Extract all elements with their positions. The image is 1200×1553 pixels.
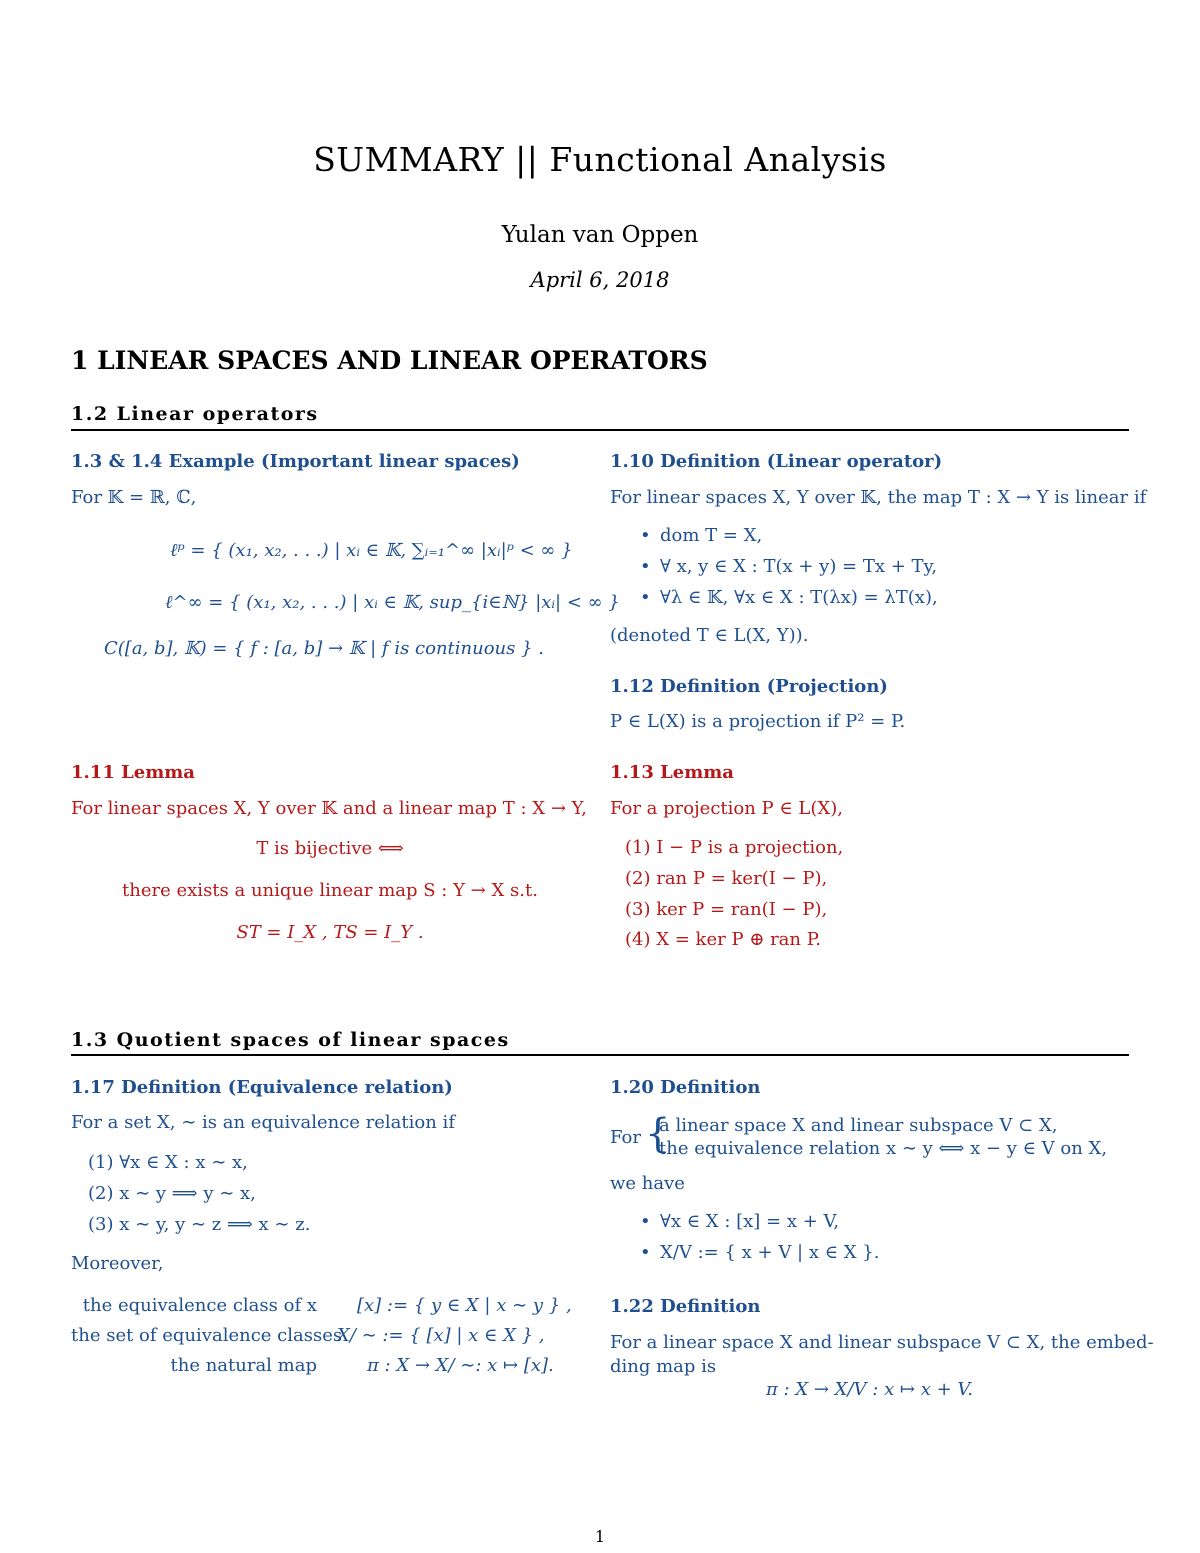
moreover-text: Moreover,: [71, 1253, 164, 1274]
section-rule: [71, 1054, 1129, 1056]
lemma-title: 1.13 Lemma: [610, 762, 734, 783]
lemma-title: 1.11 Lemma: [71, 762, 195, 783]
author: Yulan van Oppen: [501, 222, 699, 248]
list-item: • ∀λ ∈ 𝕂, ∀x ∈ X : T(λx) = λT(x),: [660, 587, 938, 608]
section-heading-1: 1 LINEAR SPACES AND LINEAR OPERATORS: [71, 346, 708, 375]
definition-title: 1.22 Definition: [610, 1296, 761, 1317]
example-title: 1.3 & 1.4 Example (Important linear spaces): [71, 451, 520, 472]
left-brace: {: [645, 1111, 671, 1157]
list-item: (2) x ∼ y ⟹ y ∼ x,: [88, 1183, 256, 1204]
list-item: • ∀x ∈ X : [x] = x + V,: [660, 1211, 839, 1232]
page-number: 1: [594, 1527, 606, 1546]
definition-text: P ∈ L(X) is a projection if P² = P.: [610, 711, 906, 732]
we-have-text: we have: [610, 1173, 685, 1194]
list-item: • X/V := { x + V | x ∈ X }.: [660, 1242, 879, 1263]
section-rule: [71, 429, 1129, 431]
lemma-line: there exists a unique linear map S : Y → X s.t.: [122, 880, 538, 901]
case-line: the equivalence relation x ∼ y ⟺ x − y ∈ V on X,: [659, 1138, 1108, 1159]
equivalence-row-formula: X/ ∼ := { [x] | x ∈ X } ,: [337, 1325, 545, 1346]
lp-definition: ℓᵖ = { (x₁, x₂, . . .) | xᵢ ∈ 𝕂, ∑ᵢ₌₁^∞ |xᵢ|ᵖ < ∞ }: [170, 540, 573, 561]
list-item: (3) ker P = ran(I − P),: [625, 899, 828, 920]
list-item: • dom T = X,: [660, 525, 762, 546]
case-line: a linear space X and linear subspace V ⊂ X,: [659, 1115, 1058, 1136]
definition-intro: For linear spaces X, Y over 𝕂, the map T : X → Y is linear if: [610, 487, 1147, 508]
subsection-heading-1-2: 1.2 Linear operators: [71, 403, 319, 425]
example-intro: For 𝕂 = ℝ, ℂ,: [71, 487, 197, 508]
subsection-heading-1-3: 1.3 Quotient spaces of linear spaces: [71, 1029, 510, 1051]
lemma-line: ST = I_X , TS = I_Y .: [236, 922, 424, 943]
linf-definition: ℓ^∞ = { (x₁, x₂, . . .) | xᵢ ∈ 𝕂, sup_{i∈ℕ} |xᵢ| < ∞ }: [165, 592, 620, 613]
list-item: (3) x ∼ y, y ∼ z ⟹ x ∼ z.: [88, 1214, 311, 1235]
definition-title: 1.20 Definition: [610, 1077, 761, 1098]
list-item: (2) ran P = ker(I − P),: [625, 868, 828, 889]
denoted-note: (denoted T ∈ L(X, Y)).: [610, 625, 809, 646]
for-label: For: [610, 1127, 641, 1148]
definition-title: 1.10 Definition (Linear operator): [610, 451, 943, 472]
list-item: (1) ∀x ∈ X : x ∼ x,: [88, 1152, 248, 1173]
definition-intro: For a set X, ∼ is an equivalence relation if: [71, 1112, 455, 1133]
equivalence-row-formula: π : X → X/ ∼: x ↦ [x].: [367, 1355, 554, 1376]
equivalence-row-label: the equivalence class of x: [82, 1295, 317, 1316]
lemma-line: T is bijective ⟺: [256, 838, 404, 859]
list-item: (1) I − P is a projection,: [625, 837, 844, 858]
embedding-map-formula: π : X → X/V : x ↦ x + V.: [766, 1379, 973, 1400]
list-item: • ∀ x, y ∈ X : T(x + y) = Tx + Ty,: [660, 556, 937, 577]
equivalence-row-label: the set of equivalence classes: [71, 1325, 343, 1346]
date: April 6, 2018: [530, 268, 670, 292]
definition-title: 1.12 Definition (Projection): [610, 676, 888, 697]
lemma-intro: For linear spaces X, Y over 𝕂 and a linear map T : X → Y,: [71, 798, 587, 819]
lemma-intro: For a projection P ∈ L(X),: [610, 798, 843, 819]
equivalence-row-formula: [x] := { y ∈ X | x ∼ y } ,: [357, 1295, 572, 1316]
continuous-functions: C([a, b], 𝕂) = { f : [a, b] → 𝕂 | f is continuous } .: [104, 638, 545, 659]
equivalence-row-label: the natural map: [170, 1355, 317, 1376]
list-item: (4) X = ker P ⊕ ran P.: [625, 929, 821, 950]
document-title: SUMMARY || Functional Analysis: [313, 140, 887, 179]
definition-text: ding map is: [610, 1356, 717, 1377]
definition-title: 1.17 Definition (Equivalence relation): [71, 1077, 453, 1098]
definition-text: For a linear space X and linear subspace V ⊂ X, the embed-: [610, 1332, 1154, 1353]
